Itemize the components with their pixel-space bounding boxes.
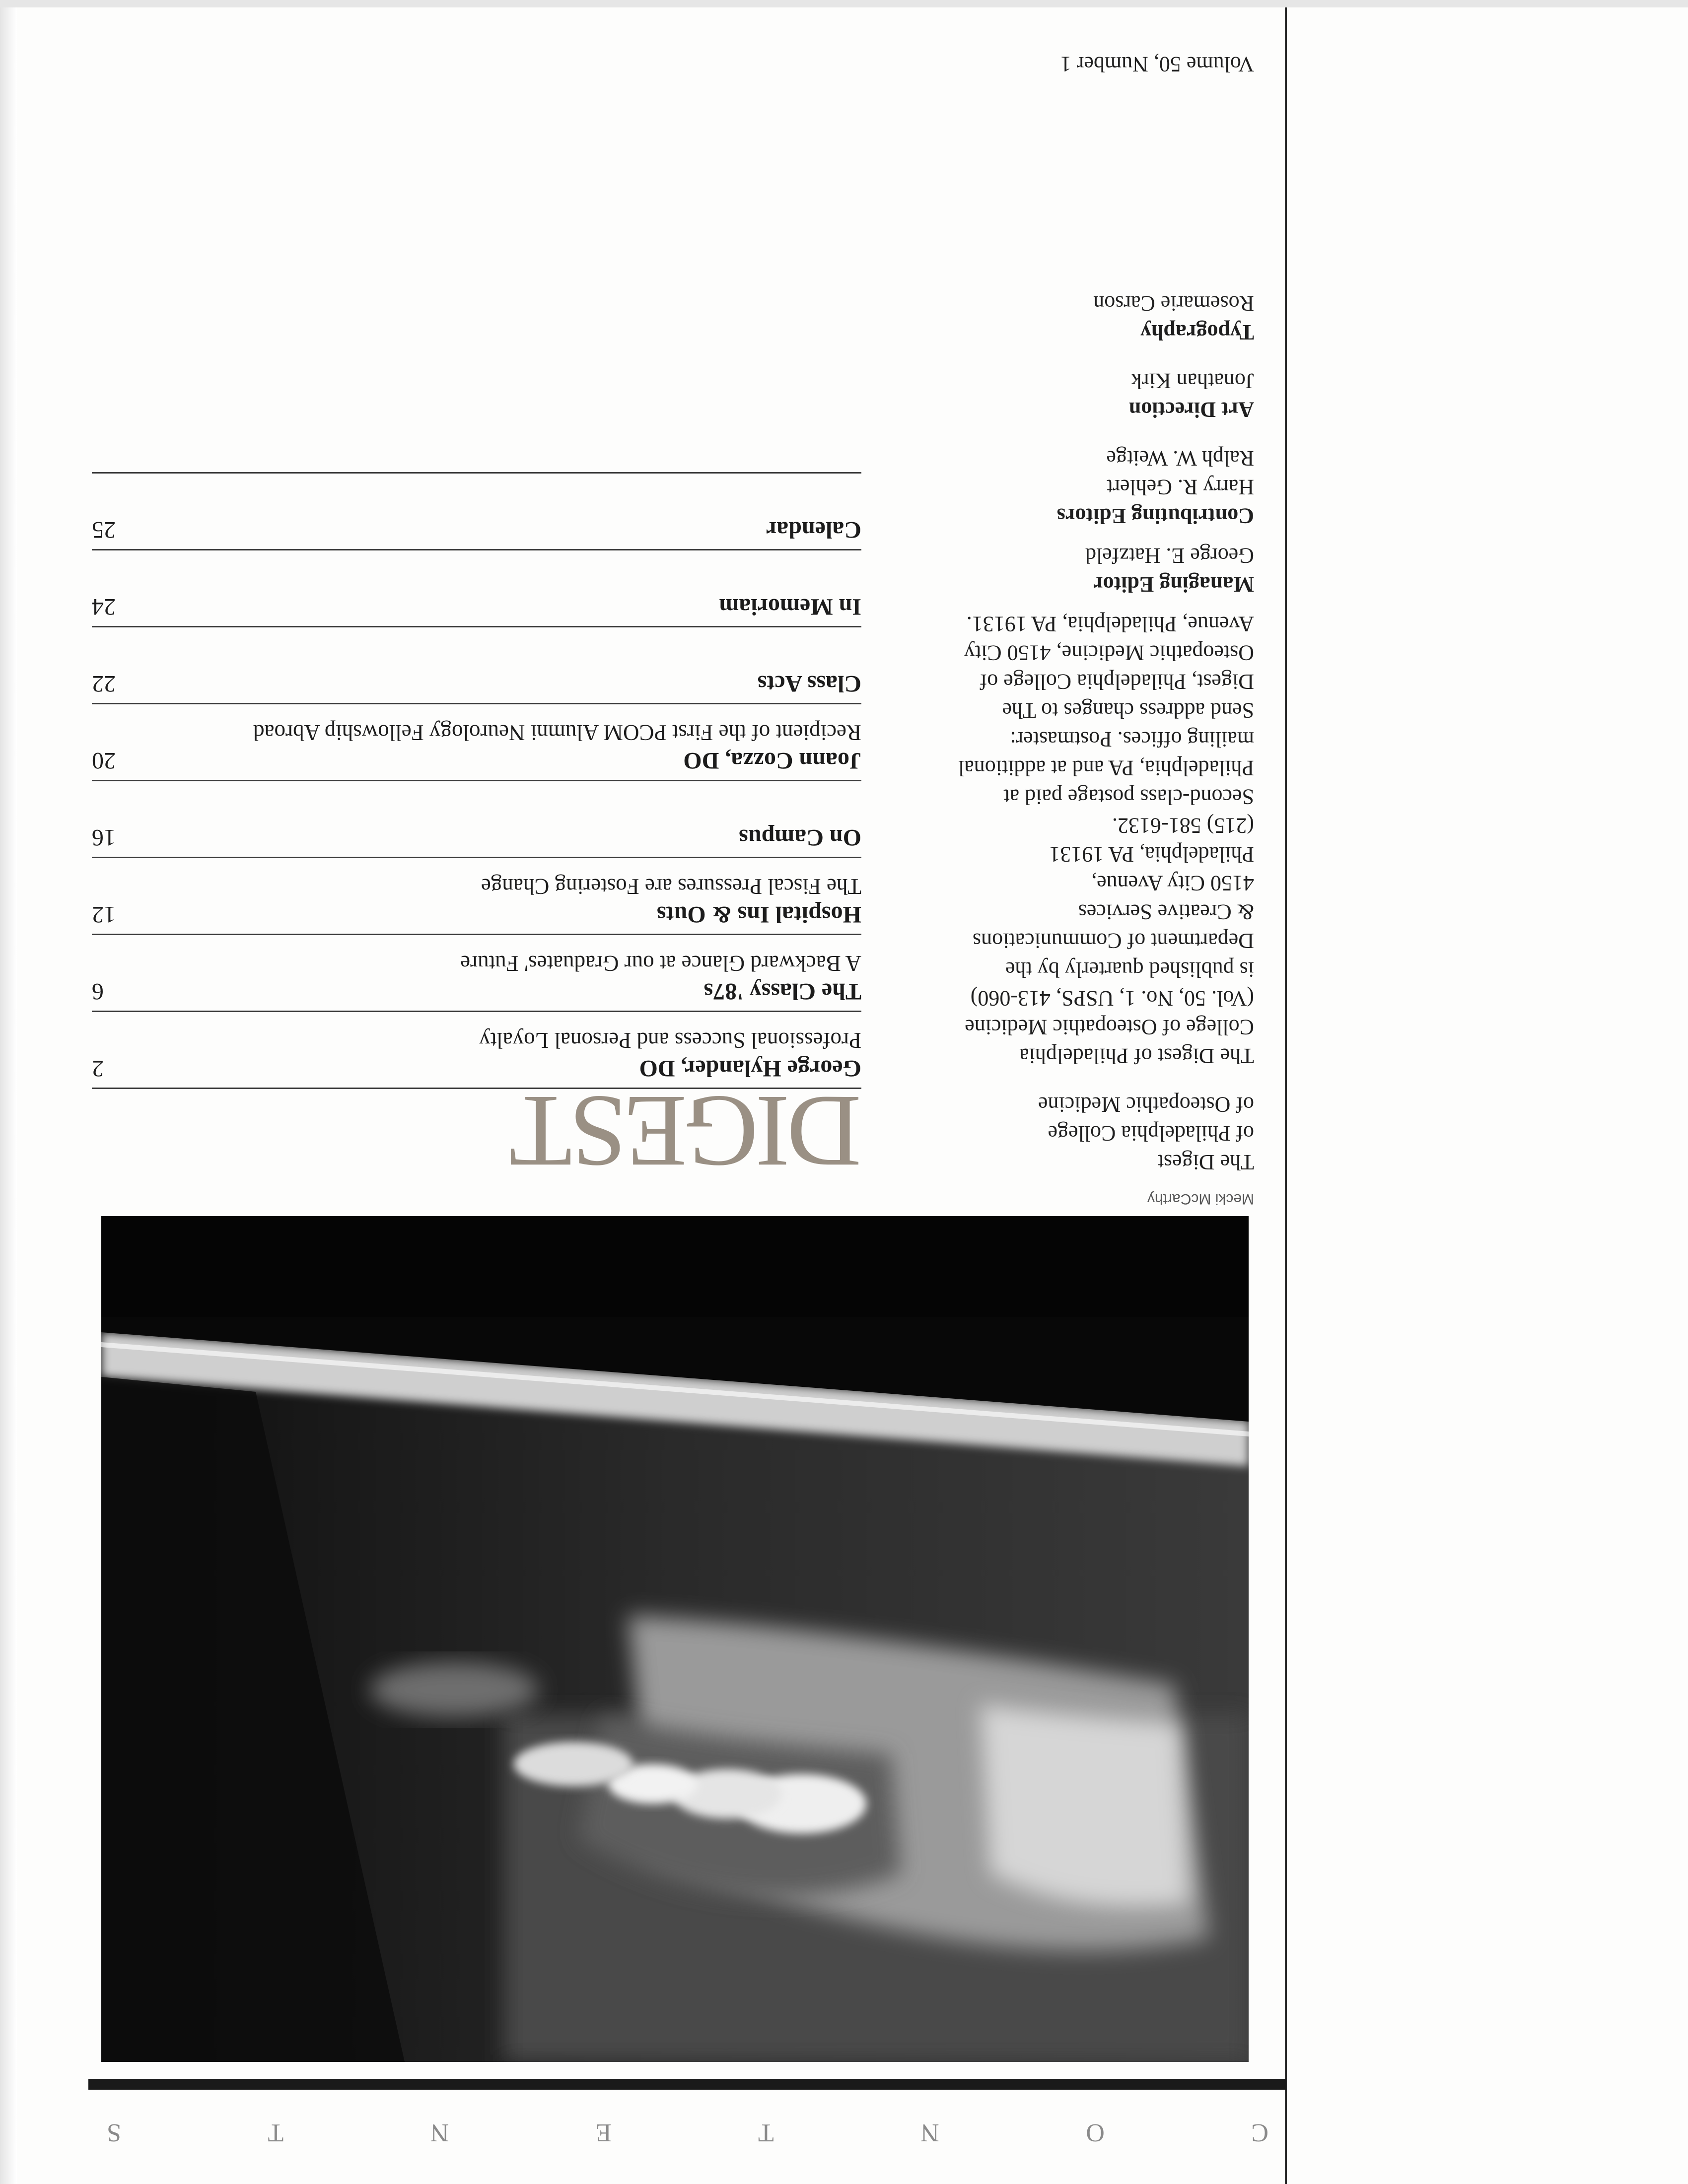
header-rule <box>88 2079 1286 2090</box>
toc-page-number: 12 <box>92 901 116 928</box>
toc-subtitle: Recipient of the First PCOM Alumni Neurology Fellowship Abroad <box>253 720 861 745</box>
toc-entry[interactable] <box>92 1012 861 1089</box>
typography-name: Rosemarie Carson <box>1093 291 1254 316</box>
toc-entry[interactable] <box>92 858 861 935</box>
magazine-title: DIGEST <box>512 1075 861 1189</box>
contents-letter: E <box>595 2118 612 2147</box>
masthead-line: of Osteopathic Medicine <box>1038 1092 1254 1117</box>
statement-line: Philadelphia, PA 19131 <box>1049 842 1254 867</box>
toc-title: Class Acts <box>757 671 861 697</box>
statement-line: & Creative Services <box>1078 900 1254 924</box>
toc-entry[interactable] <box>92 781 861 858</box>
toc-subtitle: The Fiscal Pressures are Fostering Change <box>481 874 861 899</box>
statement-line: is published quarterly by the <box>1005 957 1254 982</box>
contributing-editor-name: Ralph W. Weitge <box>1106 446 1254 471</box>
statement-line: College of Osteopathic Medicine <box>965 1015 1254 1039</box>
statement-line: 4150 City Avenue, <box>1091 871 1254 895</box>
binding-rule <box>1285 0 1287 2184</box>
toc-title: In Memoriam <box>719 594 861 620</box>
photo-credit: Mecki McCarthy <box>1147 1191 1254 1207</box>
statement-line: (Vol. 50, No. 1, USPS, 413-060) <box>970 986 1254 1011</box>
statement-line: Department of Communications <box>973 929 1254 953</box>
toc-title: The Classy '87s <box>703 978 861 1005</box>
statement-line: The Digest of Philadelphia <box>1019 1044 1254 1068</box>
contents-header <box>107 2116 1268 2150</box>
toc-entry[interactable] <box>92 550 861 627</box>
toc-title: George Hylander, DO <box>639 1055 861 1082</box>
toc-entry[interactable] <box>92 704 861 781</box>
art-direction-label: Art Direction <box>1128 398 1254 422</box>
contents-letter: N <box>920 2118 939 2147</box>
contents-letter: C <box>1251 2118 1268 2147</box>
toc-title: Calendar <box>766 517 861 543</box>
managing-editor-name: George E. Hatzfeld <box>1085 544 1254 568</box>
page-edge <box>0 0 17 2184</box>
toc-subtitle: A Backward Glance at our Graduates' Future <box>460 951 861 976</box>
contents-letter: N <box>430 2118 449 2147</box>
contents-letter: S <box>107 2118 121 2147</box>
toc-page-number: 24 <box>92 594 116 620</box>
photo-image <box>101 1216 1249 2062</box>
toc-page-number: 25 <box>92 517 116 543</box>
toc-title: On Campus <box>739 824 861 851</box>
statement-line: Second-class postage paid at <box>1003 785 1254 809</box>
statement-line: Send address changes to The <box>1002 698 1254 723</box>
table-of-contents <box>92 472 861 1089</box>
cover-photo <box>101 1216 1249 2062</box>
statement-line: (215) 581-6132. <box>1112 814 1254 838</box>
volume-number: Volume 50, Number 1 <box>1060 52 1254 76</box>
toc-entry[interactable] <box>92 627 861 704</box>
masthead-line: of Philadelphia College <box>1048 1121 1254 1146</box>
toc-subtitle: Professional Success and Personal Loyalty <box>479 1028 861 1053</box>
statement-line: mailing offices. Postmaster: <box>1010 727 1254 751</box>
page-edge-bottom <box>0 0 1688 7</box>
art-direction-name: Jonathan Kirk <box>1130 369 1254 393</box>
toc-page-number: 22 <box>92 671 116 697</box>
toc-title: Joann Cozza, DO <box>683 748 861 774</box>
toc-page-number: 2 <box>92 1055 104 1082</box>
toc-entry[interactable] <box>92 935 861 1012</box>
statement-line: Digest, Philadelphia College of <box>980 670 1254 694</box>
contents-letter: T <box>268 2118 284 2147</box>
masthead-line: The Digest <box>1157 1150 1254 1174</box>
typography-label: Typography <box>1140 320 1254 344</box>
toc-page-number: 20 <box>92 748 116 774</box>
statement-line: Philadelphia, PA and at additional <box>958 756 1254 780</box>
toc-title: Hospital Ins & Outs <box>656 901 861 928</box>
toc-entry[interactable] <box>92 474 861 550</box>
managing-editor-label: Managing Editor <box>1093 572 1254 597</box>
statement-line: Avenue, Philadelphia, PA 19131. <box>966 612 1254 636</box>
toc-page-number: 16 <box>92 824 116 851</box>
toc-page-number: 6 <box>92 978 104 1005</box>
statement-line: Osteopathic Medicine, 4150 City <box>964 641 1254 665</box>
contributing-editors-label: Contributing Editors <box>1056 504 1254 528</box>
contributing-editor-name: Harry R. Gehlert <box>1107 475 1254 499</box>
contents-letter: O <box>1086 2118 1105 2147</box>
contents-letter: T <box>758 2118 774 2147</box>
